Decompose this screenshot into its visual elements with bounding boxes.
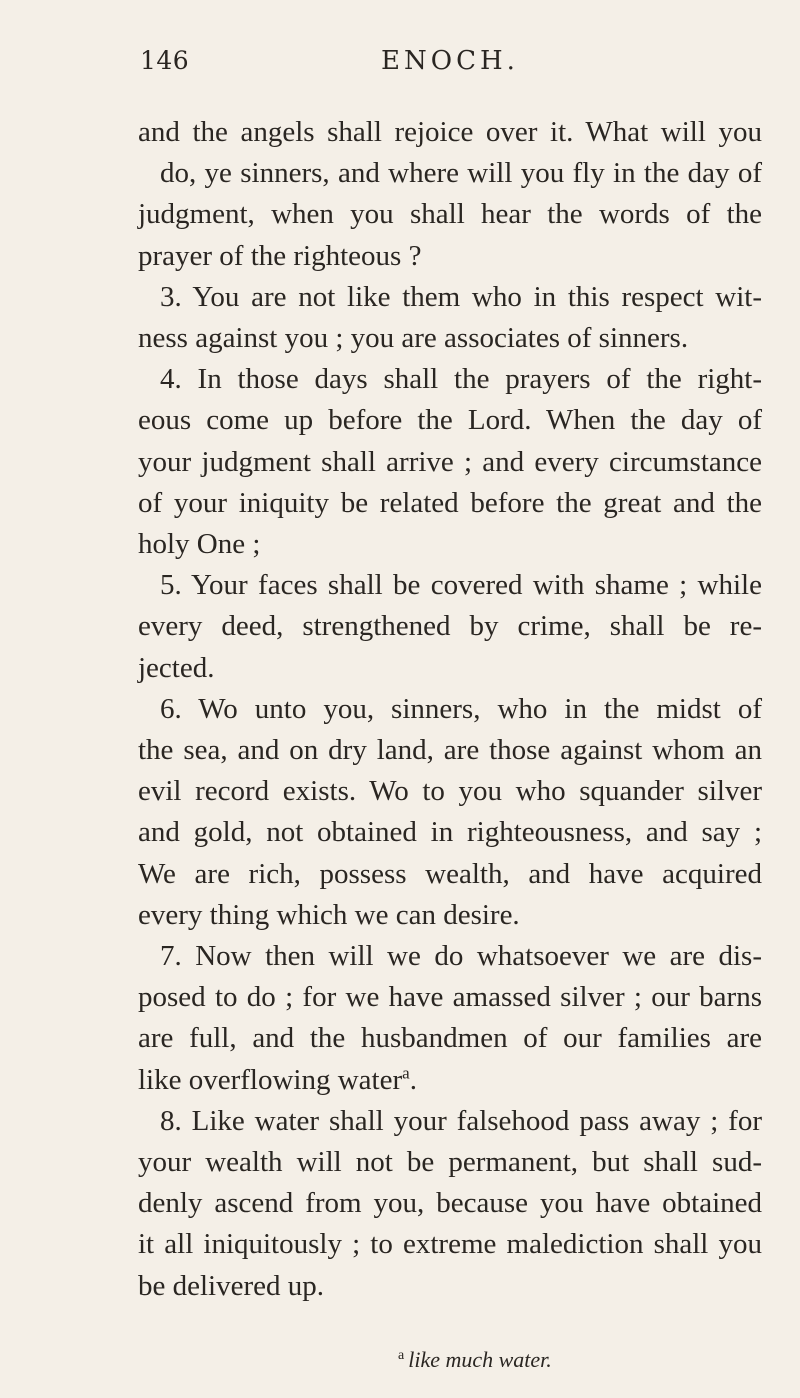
text-line: your judgment shall arrive ; and every circumstance bbox=[138, 445, 762, 478]
running-title: ENOCH. bbox=[381, 46, 519, 76]
body-text bbox=[138, 112, 762, 1307]
text-line: holy One ; bbox=[138, 528, 261, 561]
text-line-with-footnote bbox=[138, 1060, 762, 1101]
text-line: denly ascend from you, because you have obtained bbox=[138, 1187, 762, 1220]
text-line: be delivered up. bbox=[138, 1269, 325, 1302]
footnote bbox=[398, 1347, 552, 1373]
footnote-text: like much water. bbox=[408, 1347, 552, 1372]
text-line: eous come up before the Lord. When the day of bbox=[138, 404, 762, 437]
text-line: judgment, when you shall hear the words of the bbox=[138, 198, 762, 231]
verse-3-start: 3. You are not like them who in this respect wit- bbox=[160, 280, 762, 313]
text-line: posed to do ; for we have amassed silver ; our barns bbox=[138, 981, 762, 1014]
text-line: it all iniquitously ; to extreme malediction shall you bbox=[138, 1228, 762, 1261]
text-line: evil record exists. Wo to you who squander silver bbox=[138, 775, 762, 808]
footnote-reference: a bbox=[402, 1063, 410, 1083]
page-number: 146 bbox=[140, 46, 190, 75]
text-line: We are rich, possess wealth, and have acquired bbox=[138, 857, 762, 890]
running-head bbox=[140, 46, 760, 86]
verse-4-start: 4. In those days shall the prayers of the right- bbox=[160, 363, 762, 396]
text-line: prayer of the righteous ? bbox=[138, 239, 422, 272]
text-line: do, ye sinners, and where will you fly in the day of bbox=[160, 157, 762, 190]
text-line: are full, and the husbandmen of our families are bbox=[138, 1022, 762, 1055]
verse-6-start: 6. Wo unto you, sinners, who in the midst of bbox=[160, 692, 762, 725]
footnote-reference-punct: . bbox=[409, 1063, 417, 1096]
verse-8-start: 8. Like water shall your falsehood pass away ; for bbox=[160, 1104, 762, 1137]
text-line: and gold, not obtained in righteousness, and say ; bbox=[138, 816, 762, 849]
text-line: the sea, and on dry land, are those against whom an bbox=[138, 734, 762, 767]
verse-5-start: 5. Your faces shall be covered with shame ; while bbox=[160, 569, 762, 602]
text-line: every deed, strengthened by crime, shall be re- bbox=[138, 610, 762, 643]
text-line: and the angels shall rejoice over it. What will you bbox=[138, 116, 762, 148]
text-line: your wealth will not be permanent, but shall sud- bbox=[138, 1146, 762, 1179]
text-line: ness against you ; you are associates of sinners. bbox=[138, 322, 689, 355]
text-line: every thing which we can desire. bbox=[138, 898, 520, 931]
text-line: of your iniquity be related before the great and the bbox=[138, 486, 762, 519]
text-line-content: like overflowing water bbox=[138, 1063, 403, 1096]
text-line: jected. bbox=[138, 651, 215, 684]
footnote-mark: a bbox=[398, 1347, 405, 1363]
verse-7-start: 7. Now then will we do whatsoever we are dis- bbox=[160, 940, 762, 973]
